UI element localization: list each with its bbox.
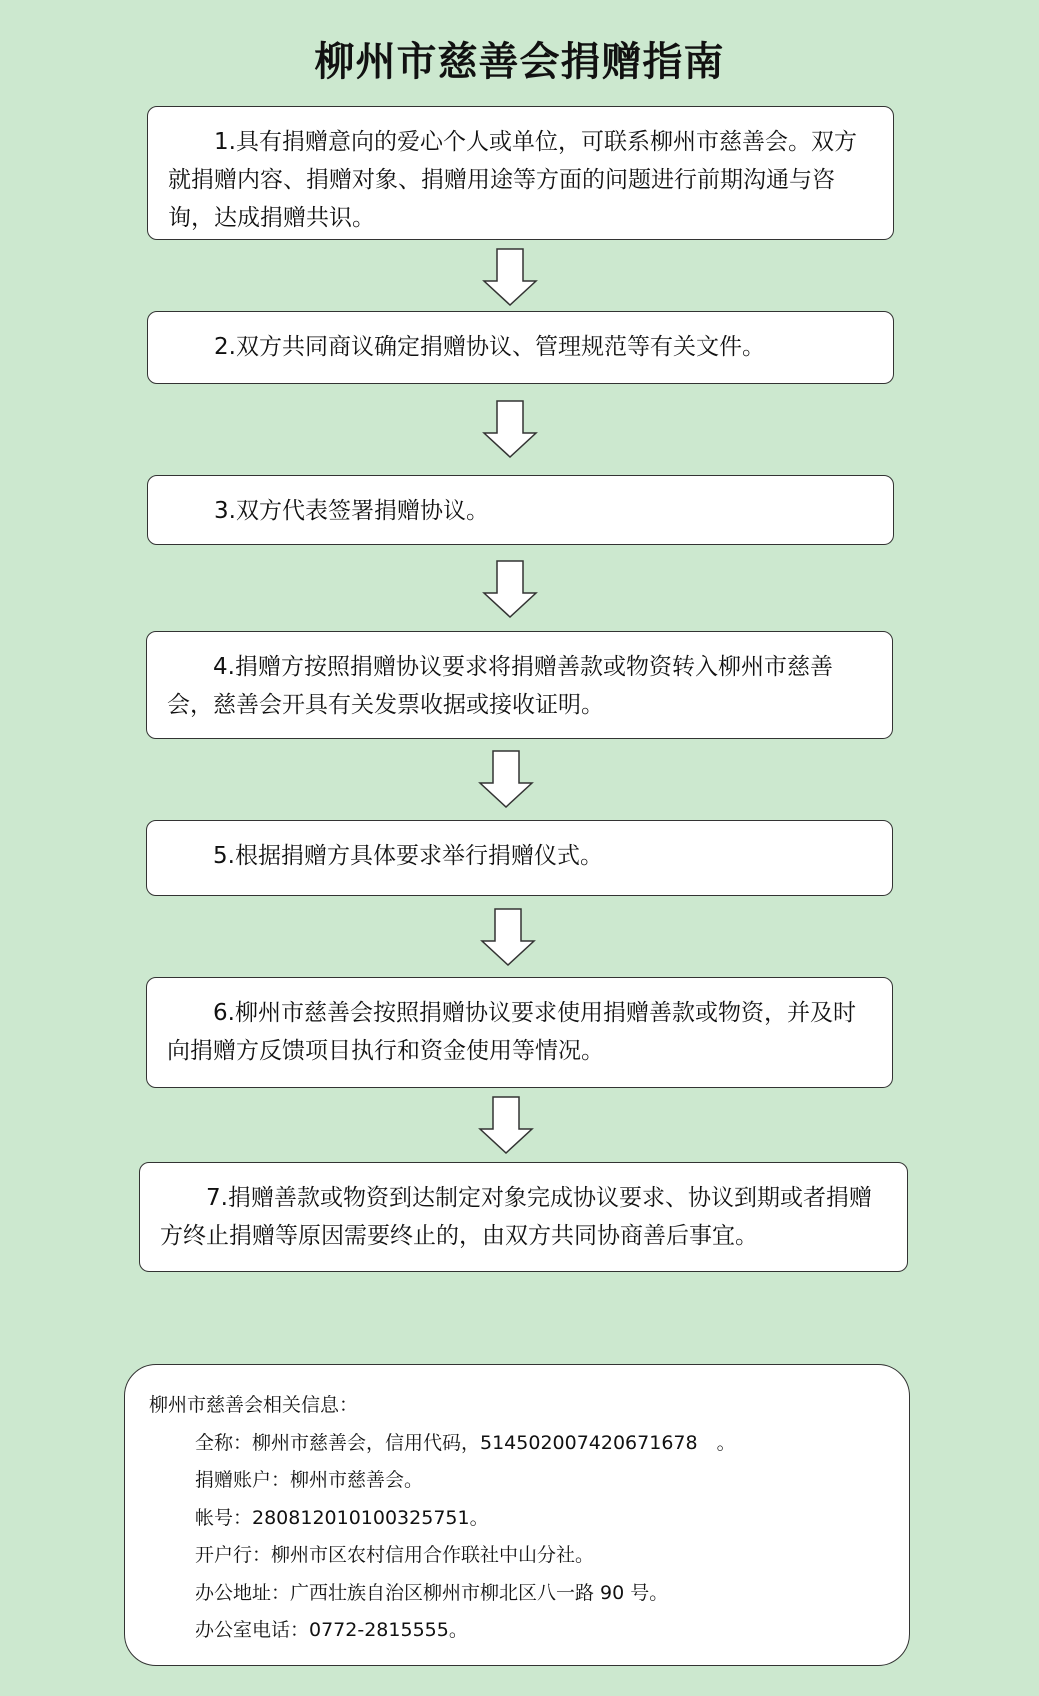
step-7-box [139,1162,908,1272]
down-arrow-icon [482,400,538,458]
step-1-text: 1.具有捐赠意向的爱心个人或单位，可联系柳州市慈善会。双方就捐赠内容、捐赠对象、捐赠用途等方面的问题进行前期沟通与咨询，达成捐赠共识。 [168,129,857,231]
step-4-text: 4.捐赠方按照捐赠协议要求将捐赠善款或物资转入柳州市慈善会，慈善会开具有关发票收据或接收证明。 [167,654,833,718]
step-1-box [147,106,894,240]
step-2-text: 2.双方共同商议确定捐赠协议、管理规范等有关文件。 [214,334,765,360]
step-7-text: 7.捐赠善款或物资到达制定对象完成协议要求、协议到期或者捐赠方终止捐赠等原因需要终止的，由双方共同协商善后事宜。 [160,1185,872,1249]
info-address: 办公地址：广西壮族自治区柳州市柳北区八一路 90 号。 [195,1581,669,1604]
down-arrow-icon [478,1096,534,1154]
down-arrow-icon [482,560,538,618]
down-arrow-icon [480,908,536,966]
info-heading: 柳州市慈善会相关信息： [149,1394,359,1416]
info-bank: 开户行：柳州市区农村信用合作联社中山分社。 [195,1544,595,1566]
step-3-box [147,475,894,545]
step-6-text: 6.柳州市慈善会按照捐赠协议要求使用捐赠善款或物资，并及时向捐赠方反馈项目执行和资金使用等情况。 [167,1000,856,1064]
step-4-box [146,631,893,739]
step-3-text: 3.双方代表签署捐赠协议。 [214,498,489,524]
down-arrow-icon [482,248,538,306]
step-5-box [146,820,893,896]
step-6-box [146,977,893,1088]
info-account-name: 捐赠账户：柳州市慈善会。 [195,1469,424,1491]
step-2-box [147,311,894,384]
info-panel [124,1364,910,1666]
page-title: 柳州市慈善会捐赠指南 [314,38,725,85]
info-phone: 办公室电话：0772-2815555。 [195,1619,468,1641]
info-full-name: 全称：柳州市慈善会，信用代码，514502007420671678 。 [195,1431,736,1454]
down-arrow-icon [478,750,534,808]
info-account-number: 帐号：280812010100325751。 [195,1506,489,1529]
step-5-text: 5.根据捐赠方具体要求举行捐赠仪式。 [213,843,603,869]
